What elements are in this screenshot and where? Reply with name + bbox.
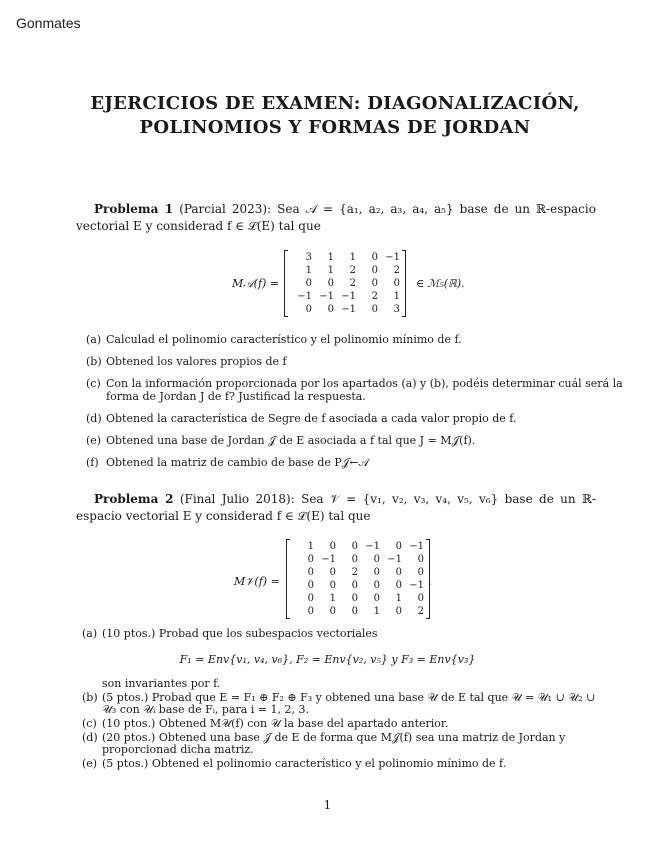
matrix-cell: 0	[305, 278, 312, 289]
matrix-cell: 0	[395, 567, 402, 578]
matrix-cell: −1	[385, 252, 400, 263]
matrix-cell: 0	[417, 593, 424, 604]
matrix-cell: 0	[371, 265, 378, 276]
matrix-cell: −1	[321, 554, 336, 565]
matrix-cell: 0	[307, 554, 314, 565]
matrix-cell: 0	[351, 606, 358, 617]
list-item: (a) (10 ptos.) Probad que los subespacios vectoriales	[82, 627, 378, 640]
matrix-cell: 1	[349, 252, 356, 263]
matrix-cell: 0	[305, 304, 312, 315]
matrix-cell: 0	[327, 278, 334, 289]
matrix-cell: 0	[351, 541, 358, 552]
problem-1-context: (Parcial 2023):	[179, 202, 272, 216]
list-item: (b) Obtened los valores propios de f	[86, 355, 287, 368]
problem-2-matrix-rhs: .	[428, 575, 432, 588]
matrix-cell: 0	[395, 541, 402, 552]
document-title-line-2: POLINOMIOS Y FORMAS DE JORDAN	[139, 117, 531, 138]
matrix-cell: 1	[395, 593, 402, 604]
matrix-cell: 0	[329, 606, 336, 617]
matrix-cell: 0	[393, 278, 400, 289]
matrix-row	[292, 605, 424, 618]
matrix-cell: 2	[417, 606, 424, 617]
matrix-cell: 0	[417, 567, 424, 578]
matrix-cell: 0	[373, 580, 380, 591]
matrix-cell: 1	[327, 265, 334, 276]
matrix-cell: 0	[329, 567, 336, 578]
problem-2-intro: Sea 𝒱 = {v₁, v₂, v₃, v₄, v₅, v₆} base de un ℝ-espacio vectorial E y considerad f ∈ ℒ(E) tal que	[76, 492, 596, 523]
subspaces-equation: F₁ = Env{v₁, v₄, v₆}, F₂ = Env{v₂, v₅} y F₃ = Env{v₃}	[179, 653, 476, 666]
matrix-row	[290, 303, 400, 316]
problem-1-matrix	[284, 251, 406, 316]
problem-1-matrix-rhs: ∈ ℳ₅(ℝ).	[416, 277, 465, 290]
matrix-cell: −1	[409, 541, 424, 552]
matrix-cell: 0	[307, 593, 314, 604]
list-item: (c) (10 ptos.) Obtened M𝒰(f) con 𝒰 la base del apartado anterior.	[82, 717, 449, 730]
matrix-cell: 0	[351, 580, 358, 591]
matrix-cell: 0	[351, 554, 358, 565]
problem-2-items	[82, 692, 602, 772]
problem-2-item-a	[82, 628, 602, 642]
matrix-cell: 0	[371, 304, 378, 315]
list-item: (d) (20 ptos.) Obtened una base 𝒥 de E de forma que M𝒥(f) sea una matriz de Jordan y proporcionad dicha matriz.	[82, 731, 566, 756]
matrix-cell: 2	[349, 278, 356, 289]
problem-2-matrix	[286, 540, 430, 618]
matrix-cell: −1	[319, 291, 334, 302]
matrix-cell: −1	[297, 291, 312, 302]
matrix-cell: 0	[395, 580, 402, 591]
matrix-cell: 0	[417, 554, 424, 565]
matrix-cell: −1	[409, 580, 424, 591]
matrix-cell: 3	[305, 252, 312, 263]
matrix-cell: 0	[373, 554, 380, 565]
matrix-cell: 0	[371, 252, 378, 263]
matrix-cell: 0	[351, 593, 358, 604]
matrix-cell: −1	[365, 541, 380, 552]
matrix-row	[290, 277, 400, 290]
matrix-cell: 2	[349, 265, 356, 276]
matrix-cell: 0	[371, 278, 378, 289]
problem-1-matrix-lhs: M𝒜(f) =	[232, 277, 280, 290]
problem-2-statement	[76, 491, 596, 525]
matrix-cell: 2	[351, 567, 358, 578]
matrix-cell: 0	[307, 606, 314, 617]
invariant-note: son invariantes por f.	[102, 677, 221, 690]
matrix-cell: 2	[371, 291, 378, 302]
matrix-cell: 0	[329, 541, 336, 552]
matrix-cell: 0	[373, 567, 380, 578]
problem-2-label: Problema 2	[94, 492, 174, 506]
matrix-cell: 1	[327, 252, 334, 263]
matrix-cell: 1	[393, 291, 400, 302]
matrix-cell: 0	[307, 567, 314, 578]
matrix-cell: 3	[393, 304, 400, 315]
matrix-cell: 0	[329, 580, 336, 591]
problem-2-matrix-lhs: M𝒱(f) =	[234, 575, 280, 588]
matrix-cell: 0	[327, 304, 334, 315]
matrix-cell: 1	[329, 593, 336, 604]
matrix-row	[292, 566, 424, 579]
matrix-cell: 2	[393, 265, 400, 276]
matrix-cell: 1	[373, 606, 380, 617]
matrix-row	[292, 579, 424, 592]
list-item: (c) Con la información proporcionada por los apartados (a) y (b), podéis determinar cuál será la forma de Jordan J de f? Justificad la respuesta.	[86, 377, 623, 403]
matrix-cell: −1	[387, 554, 402, 565]
list-item: (f) Obtened la matriz de cambio de base de P𝒥←𝒜	[86, 456, 370, 469]
matrix-row	[290, 264, 400, 277]
matrix-row	[292, 540, 424, 553]
problem-1-statement	[76, 201, 596, 235]
matrix-row	[290, 251, 400, 264]
matrix-cell: 0	[307, 580, 314, 591]
list-item: (a) Calculad el polinomio característico y el polinomio mínimo de f.	[86, 333, 462, 346]
matrix-row	[290, 290, 400, 303]
list-item: (b) (5 ptos.) Probad que E = F₁ ⊕ F₂ ⊕ F₃ y obtened una base 𝒰 de E tal que 𝒰 = 𝒰₁ ∪ 𝒰₂ ∪ 𝒰₃ con 𝒰ᵢ base de Fᵢ, para i = 1, 2, 3.	[82, 691, 596, 716]
matrix-cell: −1	[341, 291, 356, 302]
matrix-row	[292, 592, 424, 605]
matrix-cell: −1	[341, 304, 356, 315]
page-number: 1	[323, 798, 332, 812]
problem-2-context: (Final Julio 2018):	[179, 492, 295, 506]
matrix-cell: 0	[395, 606, 402, 617]
matrix-row	[292, 553, 424, 566]
problem-1-items	[86, 333, 626, 478]
document-title-line-1: EJERCICIOS DE EXAMEN: DIAGONALIZACIÓN,	[90, 93, 580, 114]
brand-header: Gonmates	[16, 15, 81, 31]
list-item: (d) Obtened la característica de Segre de f asociada a cada valor propio de f.	[86, 412, 517, 425]
problem-1-intro: Sea 𝒜 = {a₁, a₂, a₃, a₄, a₅} base de un ℝ-espacio vectorial E y considerad f ∈ ℒ(E) tal que	[76, 202, 596, 233]
matrix-cell: 0	[373, 593, 380, 604]
matrix-cell: 1	[307, 541, 314, 552]
list-item: (e) Obtened una base de Jordan 𝒥 de E asociada a f tal que J = M𝒥(f).	[86, 434, 476, 447]
matrix-cell: 1	[305, 265, 312, 276]
problem-1-label: Problema 1	[94, 202, 174, 216]
list-item: (e) (5 ptos.) Obtened el polinomio característico y el polinomio mínimo de f.	[82, 757, 507, 770]
